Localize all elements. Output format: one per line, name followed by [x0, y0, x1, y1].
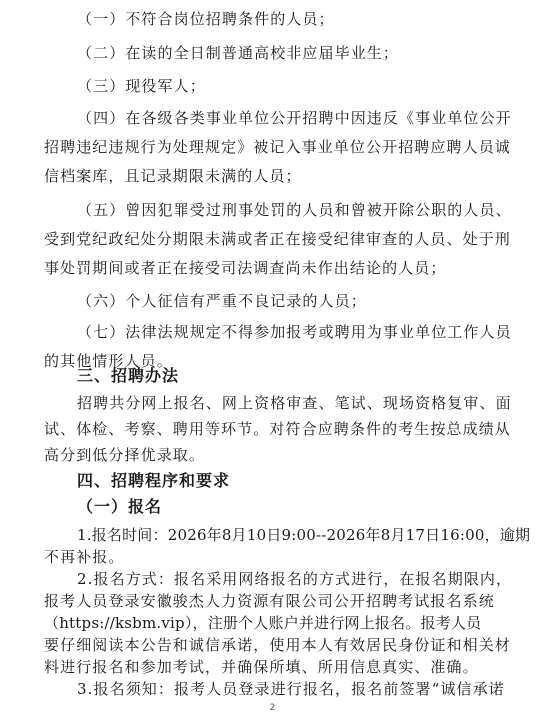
text-line: （二）在读的全日制普通高校非应届毕业生；: [77, 44, 400, 62]
text-line: （https://ksbm.vip），注册个人账户并进行网上报名。报考人员: [44, 614, 482, 632]
text-line: 事处罚期间或者正在接受司法调查尚未作出结论的人员；: [44, 259, 447, 277]
subsection-heading: （一）报名: [77, 497, 163, 516]
section-heading: 三、招聘办法: [77, 366, 180, 385]
text-line: 受到党纪政纪处分期限未满或者正在接受纪律审查的人员、处于刑: [44, 230, 511, 248]
text-line: 不再补报。: [44, 548, 125, 566]
text-line: 招聘共分网上报名、网上资格审查、笔试、现场资格复审、面: [77, 394, 512, 412]
text-line: 报考人员登录安徽骏杰人力资源有限公司公开招聘考试报名系统: [44, 592, 495, 610]
text-line: （三）现役军人；: [77, 77, 206, 95]
text-line: 的其他情形人员。: [44, 352, 173, 370]
text-line: 1.报名时间：2026年8月10日9:00--2026年8月17日16:00，逾期: [77, 526, 531, 544]
page-number: 2: [269, 703, 276, 713]
text-line: （五）曾因犯罪受过刑事处罚的人员和曾被开除公职的人员、: [77, 201, 512, 219]
text-line: 高分到低分择优录取。: [44, 446, 206, 464]
text-line: （七）法律法规规定不得参加报考或聘用为事业单位工作人员: [77, 323, 512, 341]
text-line: 2.报名方式：报名采用网络报名的方式进行，在报名期限内，: [77, 570, 513, 588]
text-line: 要仔细阅读本公告和诚信承诺，使用本人有效居民身份证和相关材: [44, 636, 511, 654]
text-line: （四）在各级各类事业单位公开招聘中因违反《事业单位公开: [77, 109, 512, 127]
text-line: 招聘违纪违规行为处理规定》被记入事业单位公开招聘应聘人员诚: [44, 138, 511, 156]
text-line: 试、体检、考察、聘用等环节。对符合应聘条件的考生按总成绩从: [44, 420, 511, 438]
section-heading: 四、招聘程序和要求: [77, 471, 231, 490]
text-line: 料进行报名和参加考试，并确保所填、所用信息真实、准确。: [44, 658, 479, 676]
text-line: 3.报名须知：报考人员登录进行报名，报名前签署“诚信承诺: [77, 680, 505, 698]
text-line: 信档案库，且记录期限未满的人员；: [44, 167, 302, 185]
text-line: （一）不符合岗位招聘条件的人员；: [77, 10, 335, 28]
text-line: （六）个人征信有严重不良记录的人员；: [77, 292, 367, 310]
